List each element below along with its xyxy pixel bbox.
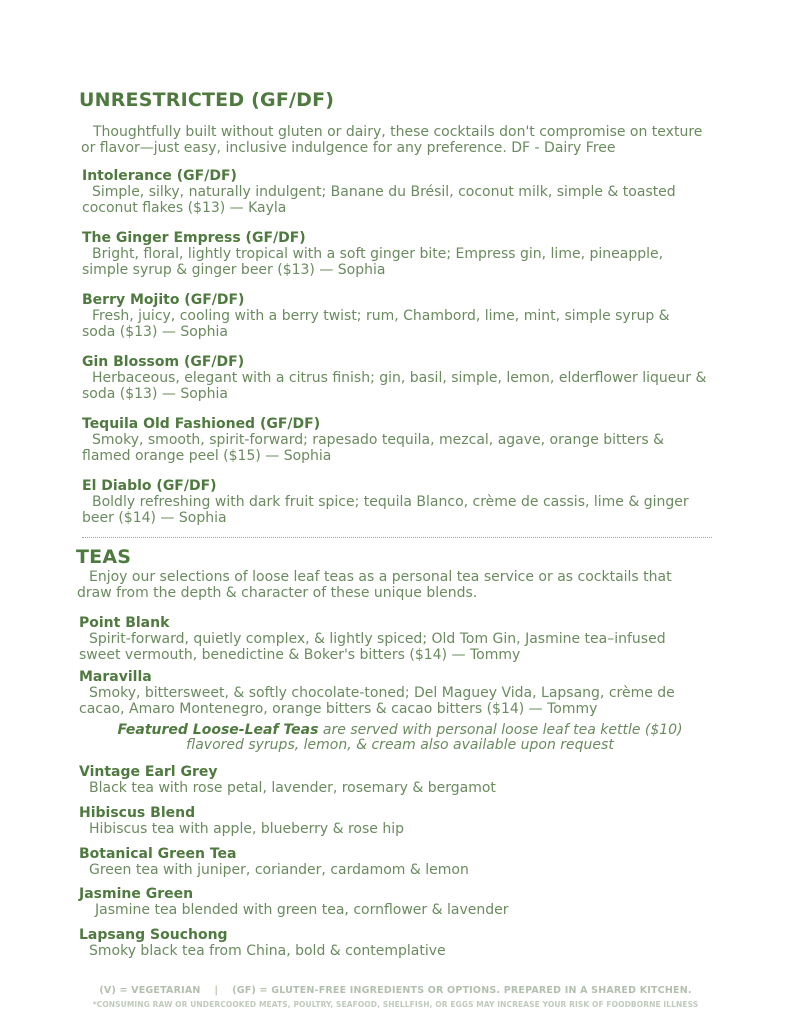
item-name: Gin Blossom (GF/DF)	[82, 354, 245, 370]
item-description: Smoky, smooth, spirit-forward; rapesado tequila, mezcal, agave, orange bitters & flamed orange peel ($15) — Sophia	[82, 432, 665, 464]
footer-legend: (V) = VEGETARIAN | (GF) = GLUTEN-FREE INGREDIENTS OR OPTIONS. PREPARED IN A SHARED KITCHEN.	[99, 985, 692, 996]
tea-item	[79, 886, 679, 918]
section-title-unrestricted: UNRESTRICTED (GF/DF)	[79, 89, 335, 111]
featured-line1: are served with personal loose leaf tea kettle ($10)	[318, 722, 683, 738]
item-name: El Diablo (GF/DF)	[82, 478, 217, 494]
tea-item	[79, 927, 679, 959]
item-name: Botanical Green Tea	[79, 846, 237, 862]
item-description: Green tea with juniper, coriander, cardamom & lemon	[89, 862, 469, 878]
menu-item	[82, 168, 707, 216]
featured-line2: flavored syrups, lemon, & cream also available upon request	[186, 737, 614, 753]
menu-item	[82, 478, 707, 526]
unrestricted-intro: Thoughtfully built without gluten or dairy, these cocktails don't compromise on texture or flavor—just easy, inclusive indulgence for any preference. DF - Dairy Free	[81, 124, 703, 156]
item-description: Herbaceous, elegant with a citrus finish; gin, basil, simple, lemon, elderflower liqueur & soda ($13) — Sophia	[82, 370, 707, 402]
item-name: Berry Mojito (GF/DF)	[82, 292, 245, 308]
menu-item	[79, 615, 699, 663]
footer-disclaimer: *CONSUMING RAW OR UNDERCOOKED MEATS, POULTRY, SEAFOOD, SHELLFISH, OR EGGS MAY INCREASE YOUR RISK OF FOODBORNE ILLNESS	[92, 1000, 699, 1009]
featured-label: Featured Loose-Leaf Teas	[117, 722, 319, 738]
tea-item	[79, 846, 679, 878]
item-name: Hibiscus Blend	[79, 805, 196, 821]
featured-tea-note	[100, 723, 700, 753]
teas-intro: Enjoy our selections of loose leaf teas as a personal tea service or as cocktails that draw from the depth & character of these unique blends.	[77, 569, 672, 601]
item-description: Smoky black tea from China, bold & contemplative	[89, 943, 446, 959]
item-name: The Ginger Empress (GF/DF)	[82, 230, 306, 246]
menu-item	[82, 230, 677, 278]
item-description: Fresh, juicy, cooling with a berry twist; rum, Chambord, lime, mint, simple syrup & soda ($13) — Sophia	[82, 308, 670, 340]
item-description: Black tea with rose petal, lavender, rosemary & bergamot	[89, 780, 496, 796]
tea-item	[79, 805, 679, 837]
item-description: Spirit-forward, quietly complex, & lightly spiced; Old Tom Gin, Jasmine tea–infused sweet vermouth, benedictine & Boker's bitters ($14) — Tommy	[79, 631, 666, 663]
item-description: Smoky, bittersweet, & softly chocolate-toned; Del Maguey Vida, Lapsang, crème de cacao, Amaro Montenegro, orange bitters & cacao bitters ($14) — Tommy	[79, 685, 675, 717]
item-description: Hibiscus tea with apple, blueberry & rose hip	[89, 821, 404, 837]
item-description: Boldly refreshing with dark fruit spice; tequila Blanco, crème de cassis, lime & ginger beer ($14) — Sophia	[82, 494, 689, 526]
section-divider	[82, 537, 712, 538]
item-description: Jasmine tea blended with green tea, cornflower & lavender	[95, 902, 509, 918]
item-name: Vintage Earl Grey	[79, 764, 218, 780]
item-name: Maravilla	[79, 669, 152, 685]
item-name: Jasmine Green	[79, 886, 194, 902]
item-description: Bright, floral, lightly tropical with a soft ginger bite; Empress gin, lime, pineapple, simple syrup & ginger beer ($13) — Sophia	[82, 246, 664, 278]
item-name: Point Blank	[79, 615, 170, 631]
section-title-teas: TEAS	[76, 546, 132, 568]
menu-item	[82, 416, 672, 464]
item-name: Tequila Old Fashioned (GF/DF)	[82, 416, 321, 432]
item-name: Intolerance (GF/DF)	[82, 168, 237, 184]
item-name: Lapsang Souchong	[79, 927, 228, 943]
tea-item	[79, 764, 679, 796]
menu-item	[82, 354, 707, 402]
menu-item	[79, 669, 709, 717]
menu-item	[82, 292, 687, 340]
item-description: Simple, silky, naturally indulgent; Banane du Brésil, coconut milk, simple & toasted coconut flakes ($13) — Kayla	[82, 184, 676, 216]
